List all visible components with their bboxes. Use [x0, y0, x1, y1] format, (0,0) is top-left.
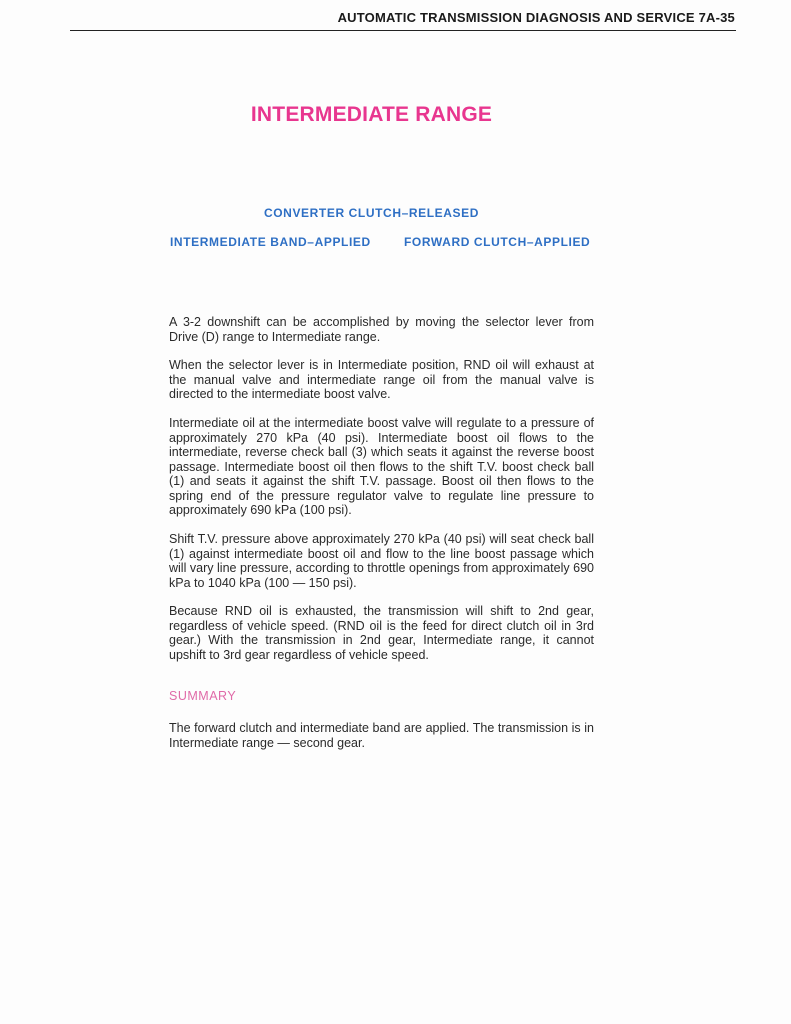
paragraph-shift-tv-pressure: Shift T.V. pressure above approximately 270 kPa (40 psi) will seat check ball (1) against intermediate boost oil and flow to the line boost passage which will vary line pressure, according to throttle openings from approximately 690 kPa to 1040 kPa (100 — 150 psi). — [169, 532, 594, 590]
header-rule — [70, 30, 736, 31]
forward-clutch-status: FORWARD CLUTCH–APPLIED — [404, 235, 591, 249]
paragraph-intermediate-oil: Intermediate oil at the intermediate boost valve will regulate to a pressure of approximately 270 kPa (40 psi). Intermediate boost oil flows to the intermediate, reverse check ball (3) which seats it against the reverse boost passage. Intermediate boost oil then flows to the shift T.V. boost check ball (1) and seats it against the shift T.V. passage. Boost oil then flows to the spring end of the pressure regulator valve to regulate line pressure to approximately 690 kPa (100 psi). — [169, 416, 594, 517]
intermediate-band-status: INTERMEDIATE BAND–APPLIED — [170, 235, 371, 249]
summary-heading: SUMMARY — [169, 689, 237, 703]
running-header: AUTOMATIC TRANSMISSION DIAGNOSIS AND SERVICE 7A-35 — [337, 10, 735, 25]
paragraph-selector-lever: When the selector lever is in Intermediate position, RND oil will exhaust at the manual valve and intermediate range oil from the manual valve is directed to the intermediate boost valve. — [169, 358, 594, 401]
paragraph-downshift: A 3-2 downshift can be accomplished by moving the selector lever from Drive (D) range to Intermediate range. — [169, 315, 594, 344]
page-title: INTERMEDIATE RANGE — [250, 103, 493, 126]
paragraph-rnd-exhausted: Because RND oil is exhausted, the transmission will shift to 2nd gear, regardless of vehicle speed. (RND oil is the feed for direct clutch oil in 3rd gear.) With the transmission in 2nd gear, Intermediate range, it cannot upshift to 3rd gear regardless of vehicle speed. — [169, 604, 594, 662]
converter-clutch-status: CONVERTER CLUTCH–RELEASED — [263, 206, 479, 220]
summary-text: The forward clutch and intermediate band are applied. The transmission is in Intermediate range — second gear. — [169, 721, 594, 750]
